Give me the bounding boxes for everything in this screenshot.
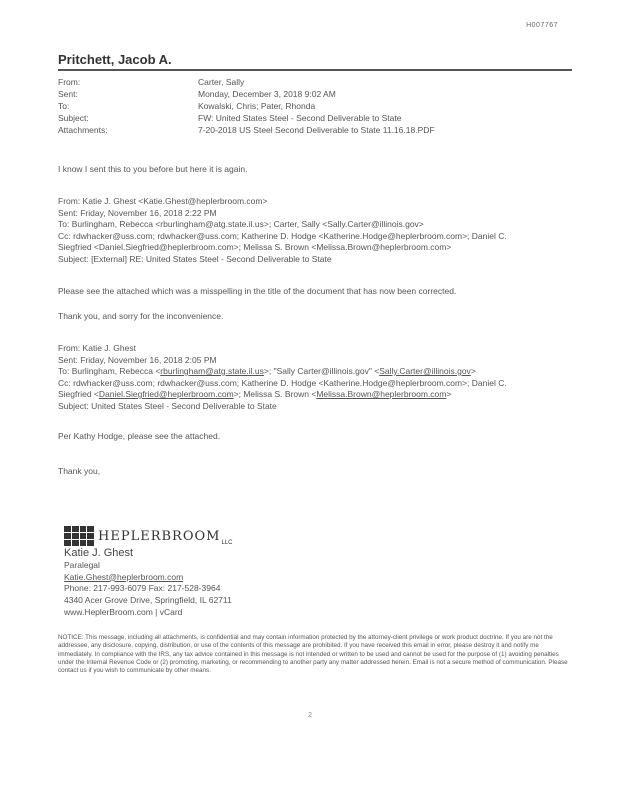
fwd2-cc-line2: [58, 389, 572, 401]
fwd1-subject: Subject: [External] RE: United States Steel - Second Deliverable to State: [58, 253, 332, 264]
fwd1-from: From: Katie J. Ghest <Katie.Ghest@heplerbroom.com>: [58, 196, 268, 206]
attachments-value: 7-20-2018 US Steel Second Deliverable to State 11.16.18.PDF: [198, 125, 435, 135]
signature-title: Paralegal: [64, 559, 100, 570]
para3-text: Per Kathy Hodge, please see the attached.: [58, 431, 221, 441]
paragraph-3: [58, 431, 572, 443]
signature-email-link[interactable]: Katie.Ghest@heplerbroom.com: [64, 571, 184, 582]
fwd2-from: From: Katie J. Ghest: [58, 343, 136, 353]
signature-web-link[interactable]: www.HeplerBroom.com | vCard: [64, 606, 183, 617]
signature-phone: Phone: 217-993-6079 Fax: 217-528-3964: [64, 583, 221, 594]
logo-grid-icon: [64, 526, 94, 546]
fwd2-to: [58, 366, 572, 378]
fwd2-cc-email-link-1[interactable]: Daniel.Siegfried@heplerbroom.com: [98, 389, 234, 399]
fwd2-cc2-prefix: Siegfried <: [58, 389, 99, 399]
fwd2-cc-line1: Cc: rdwhacker@uss.com; rdwhacker@uss.com; Katherine D. Hodge <Katherine.Hodge@heplerbroom.com>; Daniel C.: [58, 377, 507, 388]
from-row: [58, 76, 572, 88]
paragraph-1: [58, 286, 572, 298]
subject-row: [58, 112, 572, 124]
fwd2-sent: Sent: Friday, November 16, 2018 2:05 PM: [58, 354, 217, 365]
fwd1-cc-line2: Siegfried <Daniel.Siegfried@heplerbroom.com>; Melissa S. Brown <Melissa.Brown@heplerbroom.com>: [58, 242, 452, 252]
fwd2-subject: Subject: United States Steel - Second Deliverable to State: [58, 400, 277, 411]
confidentiality-notice: NOTICE: This message, including all attachments, is confidential and may contain information protected by the attorney-client privilege or work product doctrine. If you are not the addressee, any disclosure, copying, distribution, or use of the contents of this message are prohibited. If you have received this email in error, please destroy it and notify me immediately. In compliance with the IRS, any tax advice contained in this message is not intended or written to be used and cannot be used for the purpose of (1) avoiding penalties under the Internal Revenue Code or (2) promoting, marketing, or recommending to another party any matter addressed herein. Email is not a secure method of communication. Please contact us if you wish to communicate by other means.: [58, 634, 568, 675]
fwd2-to-suffix: >: [470, 366, 476, 376]
heplerbroom-logo: [64, 526, 232, 546]
fwd2-cc-email-link-2[interactable]: Melissa.Brown@heplerbroom.com: [316, 389, 447, 399]
attachments-label: Attachments:: [58, 125, 108, 135]
fwd1-sent: Sent: Friday, November 16, 2018 2:22 PM: [58, 207, 217, 218]
sent-row: [58, 88, 572, 100]
bates-number: H007767: [526, 22, 558, 29]
closing: [58, 466, 572, 478]
subject-value: FW: United States Steel - Second Deliverable to State: [198, 113, 402, 123]
signature-address: 4340 Acer Grove Drive, Springfield, IL 62711: [64, 595, 232, 606]
fwd1-cc-line1: Cc: rdwhacker@uss.com; rdwhacker@uss.com; Katherine D. Hodge <Katherine.Hodge@heplerbroom.com>; Daniel C.: [58, 230, 507, 241]
fwd2-to-mid: >; "Sally Carter@illinois.gov" <: [263, 366, 380, 376]
from-label: From:: [58, 77, 81, 87]
page-number: 2: [308, 712, 312, 719]
from-value: Carter, Sally: [198, 77, 245, 87]
paragraph-2: [58, 311, 572, 323]
document-author: Pritchett, Jacob A.: [58, 52, 172, 67]
to-row: [58, 100, 572, 112]
para1-text: Please see the attached which was a misspelling in the title of the document that has now been corrected.: [58, 286, 457, 296]
intro-paragraph: [58, 164, 572, 176]
attachments-row: [58, 124, 572, 136]
logo-suffix: LLC: [221, 540, 233, 546]
fwd2-to-prefix: To: Burlingham, Rebecca <: [58, 366, 161, 376]
forwarded-header-2: [58, 343, 572, 412]
to-label: To:: [58, 101, 70, 111]
header-rule: [58, 69, 572, 71]
subject-label: Subject:: [58, 113, 89, 123]
to-value: Kowalski, Chris; Pater, Rhonda: [198, 101, 316, 111]
fwd1-to: To: Burlingham, Rebecca <rburlingham@atg.state.il.us>; Carter, Sally <Sally.Carter@illinois.gov>: [58, 219, 424, 229]
fwd2-to-email-link-2[interactable]: Sally.Carter@illinois.gov: [379, 366, 471, 376]
intro-text: I know I sent this to you before but here it is again.: [58, 164, 248, 174]
fwd2-cc2-mid: >; Melissa S. Brown <: [233, 389, 317, 399]
closing-text: Thank you,: [58, 466, 101, 476]
para2-text: Thank you, and sorry for the inconvenience.: [58, 311, 224, 321]
sent-label: Sent:: [58, 89, 78, 99]
fwd2-cc2-suffix: >: [446, 389, 452, 399]
email-header: [58, 76, 572, 136]
fwd2-to-email-link-1[interactable]: rburlingham@atg.state.il.us: [160, 366, 264, 376]
sent-value: Monday, December 3, 2018 9:02 AM: [198, 89, 336, 99]
forwarded-header-1: [58, 196, 572, 265]
signature-name: Katie J. Ghest: [64, 547, 134, 559]
logo-wordmark: HEPLERBROOM: [98, 528, 221, 544]
email-signature: [64, 548, 232, 619]
